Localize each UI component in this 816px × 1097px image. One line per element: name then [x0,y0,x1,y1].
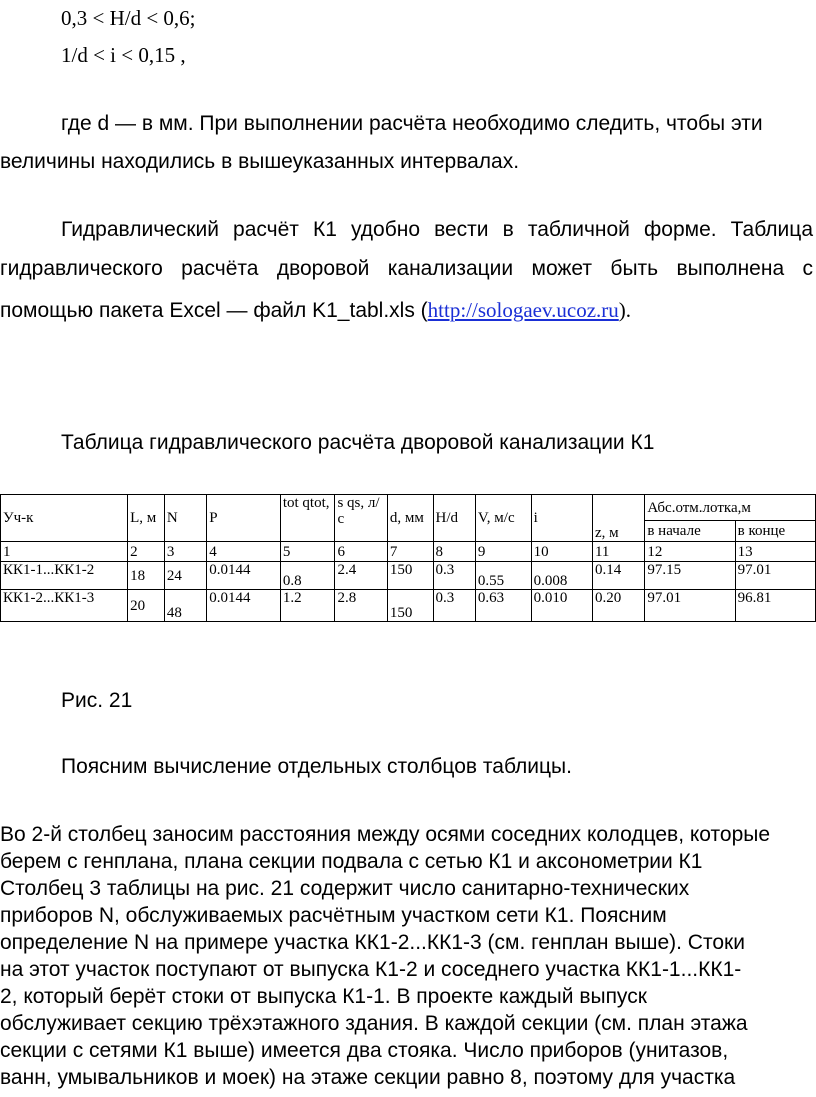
header-L: L, м [128,495,165,542]
para2-line1: Гидравлический расчёт К1 удобно вести в табличной форме. Таблица [61,218,813,241]
header-start: в начале [645,521,735,542]
body-line: Столбец 3 таблицы на рис. 21 содержит число санитарно-технических [0,877,690,900]
cell-N: 48 [164,590,206,622]
cell-d: 150 [387,590,433,622]
cell-hd: 0.3 [433,590,475,622]
body-line: приборов N, обслуживаемых расчётным участком сети К1. Поясним [0,904,667,927]
body-line: определение N на примере участка КК1-2...КК1-3 (см. генплан выше). Стоки [0,931,745,954]
cell-L: 18 [128,562,165,590]
hydraulic-table [0,494,816,622]
col-number: 6 [335,542,387,562]
cell-v: 0.55 [475,562,531,590]
body-line: Во 2-й столбец заносим расстояния между осями соседних колодцев, которые [0,823,771,846]
cell-section: КК1-1...КК1-2 [1,562,128,590]
col-number: 1 [1,542,128,562]
cell-qs: 2.4 [335,562,387,590]
col-number: 10 [531,542,592,562]
cell-z: 0.20 [592,590,644,622]
table-title: Таблица гидравлического расчёта дворовой канализации К1 [61,431,655,454]
header-end: в конце [735,521,815,542]
header-qs: s qs, л/с [335,495,387,542]
col-number: 5 [280,542,335,562]
figure-caption: Рис. 21 [61,689,133,712]
body-line: обслуживает секцию трёхэтажного здания. В каждой секции (см. план этажа [0,1012,748,1035]
table-row [1,590,816,622]
cell-z: 0.14 [592,562,644,590]
para1-line2: величины находились в вышеуказанных интервалах. [0,150,520,173]
formula-i: 1/d < i < 0,15 , [61,43,186,67]
col-number: 4 [207,542,281,562]
col-number: 12 [645,542,735,562]
body-line: ванн, умывальников и моек) на этаже секции равно 8, поэтому для участка [0,1066,736,1089]
sologaev-link[interactable]: http://sologaev.ucoz.ru [427,298,619,322]
cell-abs-end: 96.81 [735,590,815,622]
header-i: i [531,495,592,542]
cell-abs-start: 97.15 [645,562,735,590]
cell-qtot: 0.8 [280,562,335,590]
header-d: d, мм [387,495,433,542]
body-line: 2, который берёт стоки от выпуска К1-1. В проекте каждый выпуск [0,985,647,1008]
para2-line2: гидравлического расчёта дворовой канализации может быть выполнена с [0,257,813,280]
body-line: секции с сетями К1 выше) имеется два стояка. Число приборов (унитазов, [0,1039,729,1062]
formula-hd: 0,3 < H/d < 0,6; [61,6,196,30]
para2-line3-prefix: помощью пакета Excel — файл K1_tabl.xls ( [0,299,428,322]
para1-line1: где d — в мм. При выполнении расчёта необходимо следить, чтобы эти [61,112,763,135]
cell-hd: 0.3 [433,562,475,590]
cell-i: 0.010 [531,590,592,622]
body-line: берем с генплана, плана секции подвала с сетью К1 и аксонометрии К1 [0,850,703,873]
cell-abs-end: 97.01 [735,562,815,590]
body-line: на этот участок поступают от выпуска К1-2 и соседнего участка КК1-1...КК1- [0,958,742,981]
col-number: 2 [128,542,165,562]
para2-line3-suffix: ). [618,298,632,322]
header-row-1 [1,495,816,521]
cell-N: 24 [164,562,206,590]
cell-d: 150 [387,562,433,590]
para2-line3 [0,298,631,323]
cell-i: 0.008 [531,562,592,590]
explain-heading: Поясним вычисление отдельных столбцов таблицы. [61,755,572,778]
cell-P: 0.0144 [207,590,281,622]
cell-abs-start: 97.01 [645,590,735,622]
col-number: 11 [592,542,644,562]
header-v: V, м/с [475,495,531,542]
header-abs: Абс.отм.лотка,м [645,495,816,521]
cell-L: 20 [128,590,165,622]
cell-v: 0.63 [475,590,531,622]
cell-section: КК1-2...КК1-3 [1,590,128,622]
cell-qs: 2.8 [335,590,387,622]
table-row [1,562,816,590]
header-P: P [207,495,281,542]
header-uch: Уч-к [1,495,128,542]
header-N: N [164,495,206,542]
col-number: 8 [433,542,475,562]
col-number: 7 [387,542,433,562]
cell-qtot: 1.2 [280,590,335,622]
header-qtot: tot qtot, [280,495,335,542]
col-number: 13 [735,542,815,562]
col-number: 3 [164,542,206,562]
cell-P: 0.0144 [207,562,281,590]
header-z: z, м [592,495,644,542]
number-row [1,542,816,562]
header-hd: H/d [433,495,475,542]
col-number: 9 [475,542,531,562]
